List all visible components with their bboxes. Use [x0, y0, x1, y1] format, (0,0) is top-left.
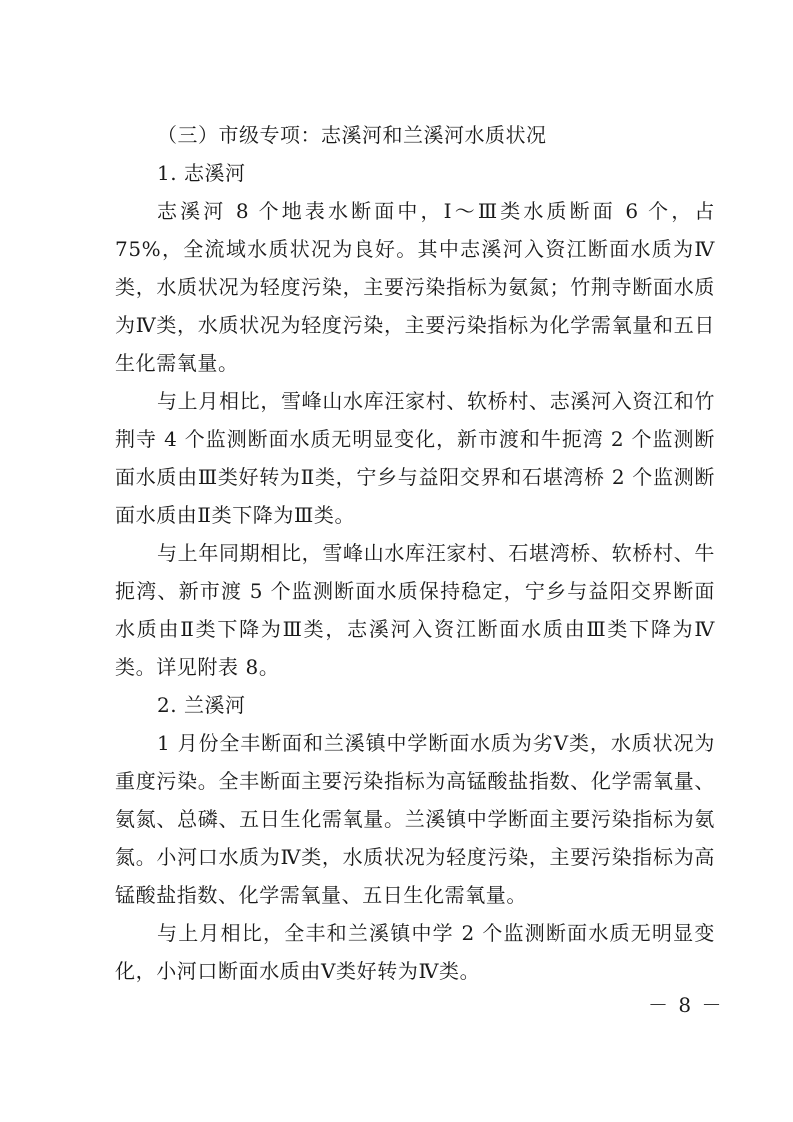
zhixi-river-year-comparison-paragraph: 与上年同期相比，雪峰山水库汪家村、石堪湾桥、软桥村、牛扼湾、新市渡 5 个监测断面水质保持稳定，宁乡与益阳交界断面水质由Ⅱ类下降为Ⅲ类，志溪河入资江断面水质由Ⅲ类下降为Ⅳ类。详见附表 8。	[115, 541, 715, 679]
lanxi-river-summary-paragraph: 1 月份全丰断面和兰溪镇中学断面水质为劣Ⅴ类，水质状况为重度污染。全丰断面主要污染指标为高锰酸盐指数、化学需氧量、氨氮、总磷、五日生化需氧量。兰溪镇中学断面主要污染指标为氨氮。小河口水质为Ⅳ类，水质状况为轻度污染，主要污染指标为高锰酸盐指数、化学需氧量、五日生化需氧量。	[115, 731, 715, 907]
document-body	[115, 116, 715, 990]
section-heading: （三）市级专项：志溪河和兰溪河水质状况	[157, 123, 547, 147]
subsection-2-heading: 2. 兰溪河	[157, 693, 246, 717]
lanxi-river-month-comparison-paragraph: 与上月相比，全丰和兰溪镇中学 2 个监测断面水质无明显变化，小河口断面水质由Ⅴ类好转为Ⅳ类。	[115, 921, 715, 983]
zhixi-river-month-comparison-paragraph: 与上月相比，雪峰山水库汪家村、软桥村、志溪河入资江和竹荆寺 4 个监测断面水质无明显变化，新市渡和牛扼湾 2 个监测断面水质由Ⅲ类好转为Ⅱ类，宁乡与益阳交界和石堪湾桥 2 个监测断面水质由Ⅱ类下降为Ⅲ类。	[115, 389, 715, 527]
subsection-1-heading: 1. 志溪河	[157, 161, 246, 185]
zhixi-river-summary-paragraph: 志溪河 8 个地表水断面中，Ⅰ～Ⅲ类水质断面 6 个，占 75%，全流域水质状况为良好。其中志溪河入资江断面水质为Ⅳ类，水质状况为轻度污染，主要污染指标为氨氮；竹荆寺断面水质为Ⅳ类，水质状况为轻度污染，主要污染指标为化学需氧量和五日生化需氧量。	[115, 199, 715, 375]
page-number: － 8 －	[648, 993, 724, 1017]
